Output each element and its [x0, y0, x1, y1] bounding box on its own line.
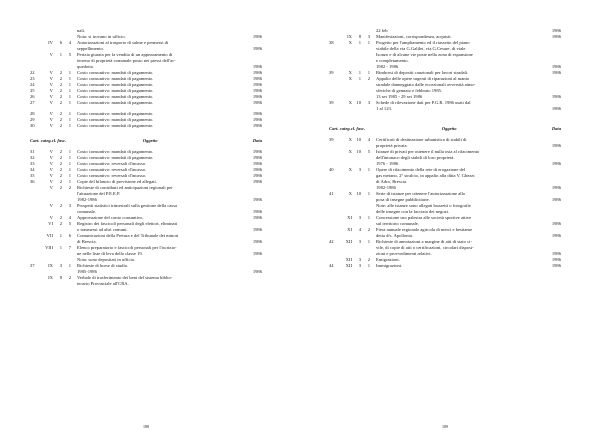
entry-year: 1986: [551, 70, 561, 75]
cart-number: 38: [329, 40, 334, 45]
categ-number: V: [49, 161, 53, 166]
fasc-number: 3: [367, 100, 370, 105]
class-number: 3: [358, 239, 361, 244]
entry-description: Fiera annuale regionale agricola di merci e bestiame: [376, 227, 473, 232]
categ-number: V: [49, 94, 53, 99]
cart-number: 31: [30, 149, 35, 154]
fasc-number: 1: [68, 161, 71, 166]
class-number: 3: [358, 257, 361, 262]
entry-year: 1986: [252, 173, 262, 178]
entry-description: terreno di proprietà comunale posto nei pressi dell'ac-: [77, 58, 176, 63]
fasc-number: 1: [68, 76, 71, 81]
entry-description: sul territorio comunale.: [376, 221, 419, 226]
entry-year: 1986: [551, 263, 561, 268]
categ-number: XII: [345, 263, 352, 268]
entry-description: Costo consuntivo: mandati di pagamento.: [77, 155, 154, 160]
entry-description: Nota: si trovano in ufficio.: [77, 34, 126, 39]
entry-description: comunale.: [77, 209, 97, 214]
entry-year: 1986: [252, 149, 262, 154]
header-data: Data: [252, 138, 262, 143]
categ-number: X: [348, 191, 352, 196]
entry-year: 1986: [551, 257, 561, 262]
entry-description: 1982 - 1986: [376, 64, 399, 69]
fasc-number: 2: [367, 227, 370, 232]
categ-number: V: [49, 117, 53, 122]
entry-description: Costo consuntivo: reversali d'incasso.: [77, 173, 147, 178]
entry-description: Concessione uso palestra alle società sportive attive: [376, 215, 472, 220]
entry-description: Autorizzazioni al trasporto di salme e permessi di: [77, 40, 169, 45]
entry-description: o trasmessi ad altri comuni.: [77, 227, 128, 232]
entry-description: Verbale di trasferimento dei beni del sistema biblio-: [77, 275, 173, 280]
fasc-number: 2: [367, 257, 370, 262]
fasc-number: 6: [68, 233, 71, 238]
fasc-number: 2: [68, 185, 71, 190]
class-number: 2: [59, 155, 62, 160]
categ-number: IX: [48, 263, 53, 268]
entry-description: Costo consuntivo: mandati di pagamento.: [77, 111, 154, 116]
categ-number: X: [348, 137, 352, 142]
class-number: 2: [59, 82, 62, 87]
fasc-number: 2: [367, 76, 370, 81]
categ-number: X: [348, 40, 352, 45]
class-number: 2: [59, 70, 62, 75]
entry-description: Note: alle istanze sono allegati bozzetti o fotografie: [376, 203, 471, 208]
entry-description: Costo consuntivo: reversali d'incasso.: [77, 161, 147, 166]
entry-description: Emigrazioni.: [376, 257, 400, 262]
entry-description: 1982-1986: [376, 185, 396, 190]
categ-number: V: [49, 100, 53, 105]
register-row: [30, 281, 262, 287]
fasc-number: 1: [68, 100, 71, 105]
fasc-number: 5: [68, 221, 71, 226]
entry-description: dell'intonaco degli stabili di loro proprietà.: [376, 155, 455, 160]
entry-description: Costo consuntivo: reversali d'incasso.: [77, 167, 147, 172]
fasc-number: 1: [68, 123, 71, 128]
entry-description: Opere di rifacimento della rete di erogazione del: [376, 167, 466, 172]
fasc-number: 5: [367, 149, 370, 154]
cart-number: 29: [30, 117, 35, 122]
cart-number: 30: [30, 123, 35, 128]
cart-number: 44: [329, 263, 334, 268]
class-number: 6: [59, 40, 62, 45]
fasc-number: 1: [367, 263, 370, 268]
cart-number: 27: [30, 100, 35, 105]
class-number: 10: [356, 149, 361, 154]
categ-number: V: [49, 149, 53, 154]
entry-description: Rimborsi di depositi cauzionali per lavori stradali.: [376, 70, 469, 75]
entry-description: 1 al 123.: [376, 106, 392, 111]
entry-year: 1986: [551, 94, 561, 99]
entry-description: Isonzo e di alcune vie poste nella zona di espansione: [376, 52, 473, 57]
entry-year: 1986: [551, 251, 561, 256]
cart-number: 33: [30, 161, 35, 166]
categ-number: V: [49, 203, 53, 208]
entry-description: Perizia giurata per la vendita di un appezzamento di: [77, 52, 173, 57]
entry-description: Prospetti statistici trimestrali sulla gestione della cassa: [77, 203, 178, 208]
categ-number: X: [348, 76, 352, 81]
entry-description: Immigrazioni.: [376, 263, 403, 268]
entry-year: 1986: [252, 117, 262, 122]
class-number: 1: [59, 245, 62, 250]
categ-number: V: [49, 155, 53, 160]
class-number: 2: [59, 215, 62, 220]
class-number: 2: [59, 100, 62, 105]
entry-description: posa di insegne pubblicitarie.: [376, 197, 430, 202]
entry-description: Schede di rilevazione dati per P.G.R. 1986 usati dal: [376, 100, 471, 105]
entry-description: Costo consuntivo: mandati di pagamento.: [77, 123, 154, 128]
categ-number: VIII: [45, 245, 53, 250]
entry-year: 1986: [252, 251, 262, 256]
class-number: 1: [59, 233, 62, 238]
header-data: Data: [551, 126, 561, 131]
entry-year: 1986: [551, 161, 561, 166]
class-number: 10: [356, 100, 361, 105]
entry-description: e completamento.: [376, 58, 409, 63]
header-oggetto: Oggetto: [441, 126, 457, 131]
categ-number: V: [49, 52, 53, 57]
categ-number: V: [49, 111, 53, 116]
entry-year: 1986: [551, 233, 561, 238]
class-number: 1: [358, 70, 361, 75]
entry-description: 1976 - 1986: [376, 161, 399, 166]
entry-year: 1986: [551, 28, 561, 33]
class-number: 2: [59, 88, 62, 93]
entry-description: zioni e provvedimenti relativi.: [376, 251, 432, 256]
fasc-number: 3: [68, 203, 71, 208]
entry-year: 1986: [551, 221, 561, 226]
categ-number: V: [49, 123, 53, 128]
cart-number: 22: [30, 70, 35, 75]
cart-number: 39: [329, 100, 334, 105]
class-number: 1: [358, 40, 361, 45]
cart-number: 39: [329, 137, 334, 142]
fasc-number: 4: [68, 40, 71, 45]
class-number: 2: [59, 123, 62, 128]
fasc-number: 1: [68, 167, 71, 172]
fasc-number: 1: [68, 94, 71, 99]
class-number: 3: [59, 263, 62, 268]
cart-number: 28: [30, 111, 35, 116]
entry-year: 1986: [252, 64, 262, 69]
entry-year: 1986: [252, 167, 262, 172]
cart-number: 23: [30, 76, 35, 81]
entry-description: Copie del bilancio di previsione ed allegati.: [77, 179, 157, 184]
entry-description: Appalto delle opere urgenti di riparazioni al manto: [376, 76, 470, 81]
register-row: [329, 106, 561, 112]
entry-year: 1986: [252, 269, 262, 274]
entry-description: Costo consuntivo: mandati di pagamento.: [77, 76, 154, 81]
entry-description: nali.: [77, 28, 86, 33]
entry-description: delle insegne con la facciata dei negozi.: [376, 209, 450, 214]
entry-year: 1986: [252, 46, 262, 51]
entry-year: 1986: [252, 197, 262, 202]
entry-description: Richieste di annotazioni a margine di atti di stato ci-: [376, 239, 472, 244]
entry-year: 1986: [252, 100, 262, 105]
entry-year: 1986: [252, 155, 262, 160]
fasc-number: 1: [68, 155, 71, 160]
fasc-number: 7: [68, 245, 71, 250]
class-number: 2: [59, 221, 62, 226]
entry-description: Richieste di contributi ed anticipazioni regionali per: [77, 185, 173, 190]
fasc-number: 1: [367, 191, 370, 196]
register-row: [30, 100, 262, 106]
categ-number: V: [49, 179, 53, 184]
fasc-number: 1: [367, 215, 370, 220]
entry-year: 1986: [551, 106, 561, 111]
entry-year: 1986: [551, 143, 561, 148]
entry-year: 1986: [252, 88, 262, 93]
entry-year: 1986: [252, 70, 262, 75]
categ-number: V: [49, 70, 53, 75]
entry-description: tecario Provinciale all'CRA.: [77, 281, 129, 286]
entry-description: Istanze di privati per ottenere il nulla osta al rifacimento: [376, 149, 480, 154]
fasc-number: 1: [367, 40, 370, 45]
fasc-number: 4: [68, 215, 71, 220]
entry-description: Costo consuntivo: mandati di pagamento.: [77, 70, 154, 75]
entry-description: 1985-1986: [77, 269, 97, 274]
entry-description: gas metano, 2° stralcio, in appalto alla ditta V. Ghezzi: [376, 173, 475, 178]
entry-description: seppellimento.: [77, 46, 104, 51]
entry-description: di Brescia.: [77, 239, 97, 244]
cart-number: 26: [30, 94, 35, 99]
fasc-number: 1: [367, 70, 370, 75]
header-oggetto: Oggetto: [142, 138, 158, 143]
entry-description: proprietà privata.: [376, 143, 408, 148]
entry-description: Costo consuntivo: mandati di pagamento.: [77, 149, 154, 154]
entry-year: 1986: [252, 161, 262, 166]
categ-number: IV: [48, 40, 53, 45]
entry-description: Costo consuntivo: mandati di pagamento.: [77, 94, 154, 99]
class-number: 2: [59, 117, 62, 122]
entry-year: 1986: [551, 64, 561, 69]
cart-number: 39: [329, 70, 334, 75]
categ-number: V: [49, 173, 53, 178]
categ-number: XII: [345, 239, 352, 244]
categ-number: X: [348, 70, 352, 75]
entry-description: sferiche di gennaio e febbraio 1985.: [376, 88, 443, 93]
cart-number: 32: [30, 155, 35, 160]
class-number: 3: [358, 263, 361, 268]
entry-description: detta d/s. Apollonia.: [376, 233, 414, 238]
fasc-number: 1: [68, 88, 71, 93]
header-segnatura: Cart. categ.cl. fasc.: [30, 138, 67, 143]
entry-description: Registro dei fascicoli personali degli elettori, eliminati: [77, 221, 178, 226]
entry-description: Comunicazioni della Pretura e del Tribunale dei minori: [77, 233, 179, 238]
column-header: [30, 138, 262, 144]
categ-number: V: [49, 82, 53, 87]
column-header: [329, 126, 561, 132]
class-number: 3: [358, 215, 361, 220]
entry-description: stradale danneggiato dalle eccezionali avversità atmo-: [376, 82, 476, 87]
left-page: [30, 28, 262, 429]
register-row: [30, 123, 262, 129]
entry-year: 1986: [252, 94, 262, 99]
entry-year: 1986: [252, 209, 262, 214]
cart-number: 34: [30, 167, 35, 172]
categ-number: X: [348, 149, 352, 154]
entry-year: 1986: [252, 123, 262, 128]
categ-number: IX: [48, 275, 53, 280]
fasc-number: 1: [68, 117, 71, 122]
cart-number: 42: [329, 239, 334, 244]
cart-number: 35: [30, 173, 35, 178]
entry-year: 1986: [252, 239, 262, 244]
entry-description: Costo consuntivo: mandati di pagamento.: [77, 82, 154, 87]
class-number: 8: [59, 275, 62, 280]
entry-description: vile, di copie di atti o certificazioni, circolari disposi-: [376, 245, 474, 250]
categ-number: V: [49, 76, 53, 81]
entry-description: Costo consuntivo: mandati di pagamento.: [77, 88, 154, 93]
class-number: 2: [59, 203, 62, 208]
entry-description: l'attuazione del P.E.E.P.: [77, 191, 121, 196]
cart-number: 36: [30, 179, 35, 184]
categ-number: V: [49, 185, 53, 190]
categ-number: X: [348, 167, 352, 172]
right-page: [329, 28, 561, 429]
page-number: 188: [143, 424, 149, 429]
register-row: [329, 263, 561, 269]
class-number: 2: [59, 167, 62, 172]
categ-number: V: [49, 167, 53, 172]
entry-description: Nota: sono depositati in ufficio.: [77, 257, 136, 262]
class-number: 2: [59, 76, 62, 81]
header-segnatura: Cart. categ.cl. fasc.: [329, 126, 366, 131]
entry-description: Costo consuntivo: mandati di pagamento.: [77, 100, 154, 105]
categ-number: VII: [46, 233, 53, 238]
class-number: 4: [358, 227, 361, 232]
categ-number: VI: [48, 221, 53, 226]
class-number: 1: [358, 76, 361, 81]
entry-description: Manifestazioni, corrispondenza, acquisti.: [376, 34, 452, 39]
entry-description: Certificati di destinazione urbanistica di stabili di: [376, 137, 467, 142]
cart-number: 40: [329, 167, 334, 172]
fasc-number: 3: [367, 34, 370, 39]
fasc-number: 1: [68, 263, 71, 268]
page-number: 189: [442, 424, 448, 429]
fasc-number: 1: [68, 82, 71, 87]
entry-description: 13 set 1985 - 29 set 1986: [376, 94, 423, 99]
categ-number: XII: [345, 257, 352, 262]
cart-number: 24: [30, 82, 35, 87]
class-number: 2: [59, 185, 62, 190]
fasc-number: 5: [68, 52, 71, 57]
entry-year: 1986: [252, 76, 262, 81]
categ-number: XI: [347, 215, 352, 220]
entry-description: Approvazione del conto consuntivo.: [77, 215, 144, 220]
fasc-number: 2: [68, 275, 71, 280]
class-number: 2: [59, 161, 62, 166]
categ-number: IX: [347, 34, 352, 39]
entry-year: 1986: [551, 197, 561, 202]
entry-year: 1986: [252, 215, 262, 220]
cart-number: 25: [30, 88, 35, 93]
categ-number: XI: [347, 227, 352, 232]
fasc-number: 4: [367, 137, 370, 142]
entry-year: 1986: [252, 34, 262, 39]
fasc-number: 1: [68, 173, 71, 178]
fasc-number: 1: [367, 167, 370, 172]
class-number: 1: [59, 52, 62, 57]
entry-year: 1986: [252, 227, 262, 232]
class-number: 10: [356, 137, 361, 142]
fasc-number: 1: [68, 70, 71, 75]
entry-year: 1986: [252, 111, 262, 116]
entry-description: 22 feb: [376, 28, 388, 33]
entry-year: 1986: [252, 179, 262, 184]
cart-number: 41: [329, 191, 334, 196]
class-number: 2: [59, 149, 62, 154]
class-number: 2: [59, 94, 62, 99]
categ-number: V: [49, 215, 53, 220]
entry-year: 1986: [551, 185, 561, 190]
entry-description: quedotto.: [77, 64, 95, 69]
class-number: 2: [59, 173, 62, 178]
class-number: 2: [59, 179, 62, 184]
fasc-number: 1: [68, 111, 71, 116]
entry-description: 1982-1986: [77, 197, 97, 202]
class-number: 3: [358, 167, 361, 172]
entry-description: Serie di istanze per ottenere l'autorizzazione alla: [376, 191, 465, 196]
fasc-number: 1: [68, 149, 71, 154]
entry-description: Costo consuntivo: mandati di pagamento.: [77, 117, 154, 122]
class-number: 10: [356, 191, 361, 196]
entry-description: Elenco preparatorio e fascicoli personali per l'iscrizio-: [77, 245, 177, 250]
class-number: 2: [59, 111, 62, 116]
entry-description: ne nelle liste di leva della classe 19.: [77, 251, 143, 256]
fasc-number: 1: [68, 179, 71, 184]
cart-number: 37: [30, 263, 35, 268]
entry-year: 1986: [252, 82, 262, 87]
fasc-number: 1: [367, 239, 370, 244]
entry-description: Richieste di borse di studio.: [77, 263, 129, 268]
categ-number: V: [49, 88, 53, 93]
categ-number: X: [348, 100, 352, 105]
entry-description: di Adro, Brescia.: [376, 179, 408, 184]
entry-description: viabile della via G.Galilei, via G.Cesare, di viale: [376, 46, 466, 51]
entry-description: Progetto per l'ampliamento ed il riassetto del piano: [376, 40, 470, 45]
class-number: 8: [358, 34, 361, 39]
entry-year: 1986: [551, 34, 561, 39]
